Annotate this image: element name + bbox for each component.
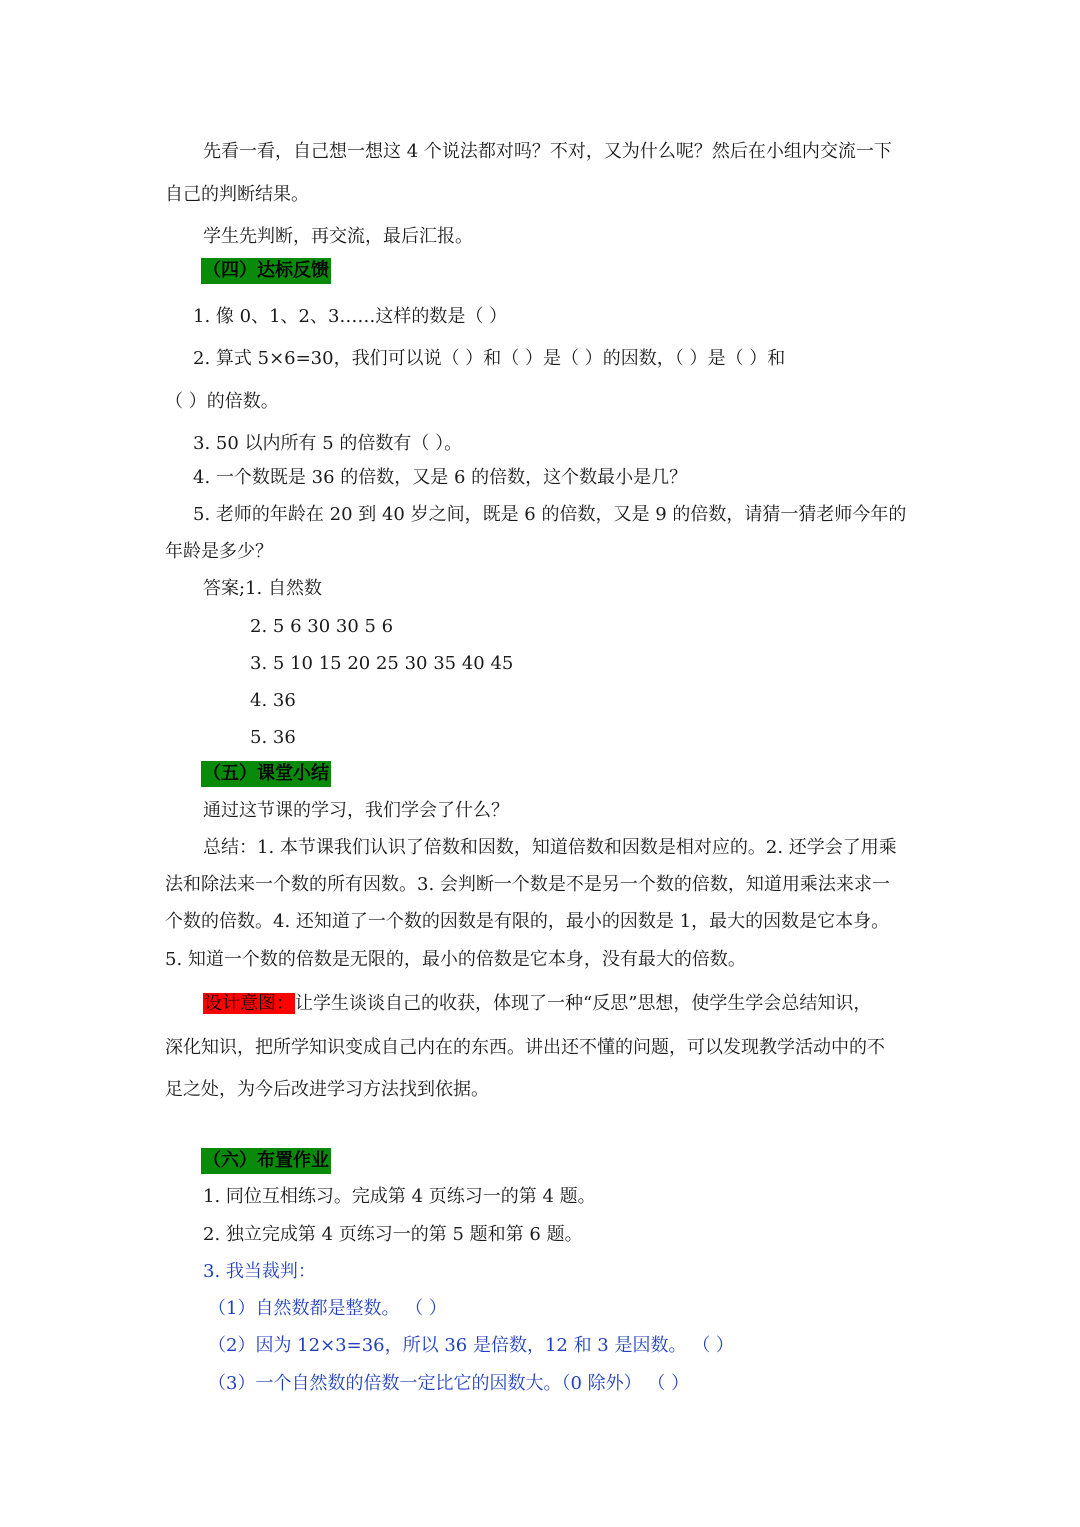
design-intent-line-3: 足之处，为今后改进学习方法找到依据。 <box>165 1079 489 1100</box>
answer-3: 3. 5 10 15 20 25 30 35 40 45 <box>250 653 514 674</box>
summary-line-3: 个数的倍数。4. 还知道了一个数的因数是有限的，最小的因数是 1，最大的因数是它本身。 <box>165 911 890 932</box>
summary-line-4: 5. 知道一个数的倍数是无限的，最小的倍数是它本身，没有最大的倍数。 <box>165 949 746 970</box>
section-heading-4: （四）达标反馈 <box>201 258 331 284</box>
summary-line-2: 法和除法来一个数的所有因数。3. 会判断一个数是不是另一个数的倍数，知道用乘法来求一 <box>165 874 890 895</box>
answer-5: 5. 36 <box>250 727 296 748</box>
design-intent-text: 让学生谈谈自己的收获，体现了一种“反思”思想，使学生学会总结知识， <box>295 993 872 1014</box>
question-5-line-2: 年龄是多少？ <box>165 541 273 562</box>
answer-4: 4. 36 <box>250 690 296 711</box>
question-2-line-1: 2. 算式 5×6=30，我们可以说（ ）和（ ）是（ ）的因数，（ ）是（ ）和 <box>193 348 786 369</box>
answer-2: 2. 5 6 30 30 5 6 <box>250 616 394 637</box>
intro-paragraph-line-1: 先看一看，自己想一想这 4 个说法都对吗？不对，又为什么呢？然后在小组内交流一下 <box>203 141 892 162</box>
judge-item-1: （1）自然数都是整数。 （ ） <box>208 1298 447 1319</box>
answer-1: 答案;1. 自然数 <box>203 578 322 599</box>
section-heading-5: （五）课堂小结 <box>201 761 331 787</box>
intro-paragraph-line-2: 自己的判断结果。 <box>165 184 309 205</box>
judge-item-2: （2）因为 12×3=36，所以 36 是倍数，12 和 3 是因数。 （ ） <box>208 1335 734 1356</box>
summary-question: 通过这节课的学习，我们学会了什么？ <box>203 800 509 821</box>
design-intent-line-2: 深化知识，把所学知识变成自己内在的东西。讲出还不懂的问题，可以发现教学活动中的不 <box>165 1037 885 1058</box>
design-intent-label: 设计意图： <box>204 993 294 1014</box>
intro-paragraph-2: 学生先判断，再交流，最后汇报。 <box>203 226 473 247</box>
section-heading-6: （六）布置作业 <box>201 1148 331 1174</box>
question-1: 1. 像 0、1、2、3……这样的数是（ ） <box>193 306 508 327</box>
judge-item-3: （3）一个自然数的倍数一定比它的因数大。（0 除外） （ ） <box>208 1373 690 1394</box>
homework-3: 3. 我当裁判： <box>203 1261 316 1282</box>
question-5-line-1: 5. 老师的年龄在 20 到 40 岁之间，既是 6 的倍数，又是 9 的倍数，请猜一猜老师今年的 <box>193 504 907 525</box>
question-3: 3. 50 以内所有 5 的倍数有（ ）。 <box>193 433 463 454</box>
homework-2: 2. 独立完成第 4 页练习一的第 5 题和第 6 题。 <box>203 1224 583 1245</box>
question-4: 4. 一个数既是 36 的倍数，又是 6 的倍数，这个数最小是几？ <box>193 467 688 488</box>
homework-1: 1. 同位互相练习。完成第 4 页练习一的第 4 题。 <box>203 1186 596 1207</box>
question-2-line-2: （ ）的倍数。 <box>165 391 279 412</box>
design-intent-line-1 <box>203 992 871 1016</box>
summary-line-1: 总结：1. 本节课我们认识了倍数和因数，知道倍数和因数是相对应的。2. 还学会了用乘 <box>203 837 897 858</box>
